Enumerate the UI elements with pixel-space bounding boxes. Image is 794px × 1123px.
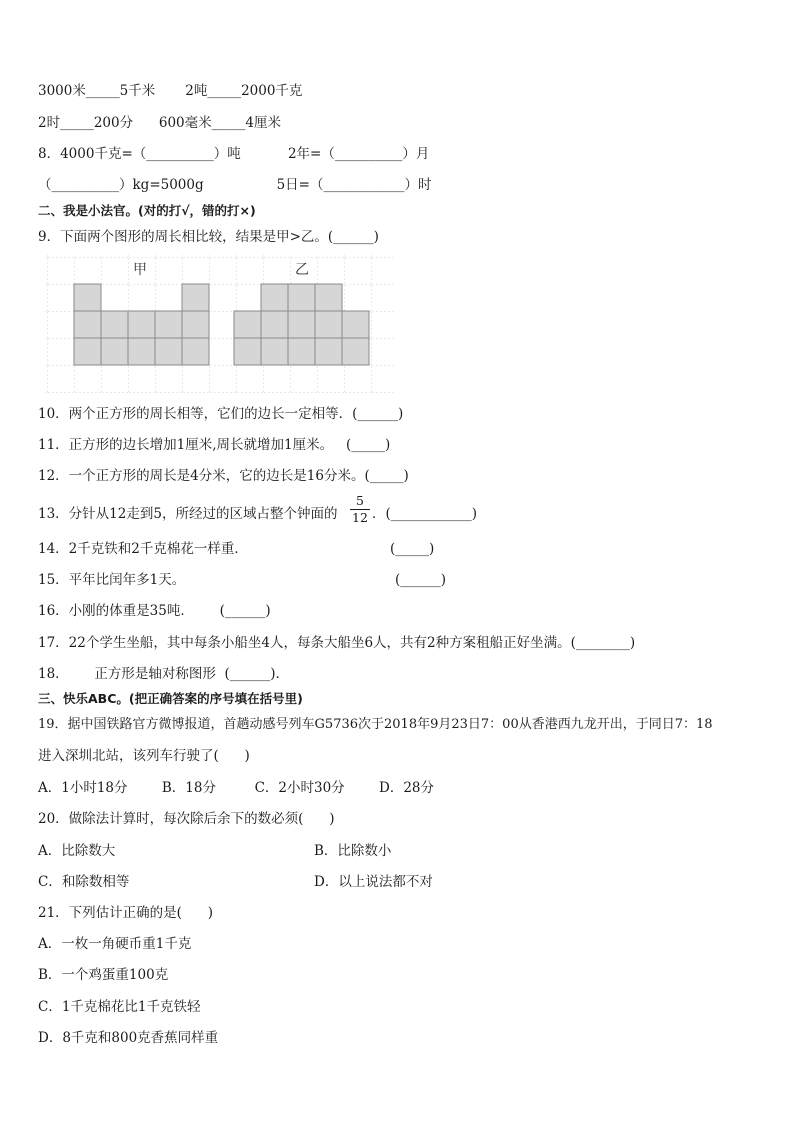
line-conversion-2: 2时_____200分 600毫米_____4厘米: [38, 115, 281, 131]
question-20-option-b: B．比除数小: [314, 843, 392, 859]
question-21-option-c: C．1千克棉花比1千克铁轻: [38, 999, 201, 1015]
question-21-option-a: A．一枚一角硬币重1千克: [38, 936, 192, 952]
question-19: 19．据中国铁路官方微博报道，首趟动感号列车G5736次于2018年9月23日7：00从香港西九龙开出，于同日7：18: [38, 717, 713, 732]
question-20-option-d: D．以上说法都不对: [314, 874, 433, 890]
question-16: 16．小刚的体重是35吨． (______): [38, 603, 271, 619]
question-15: 15．平年比闰年多1天。: [38, 572, 186, 588]
question-9: 9．下面两个图形的周长相比较，结果是甲>乙。(______): [38, 229, 379, 245]
line-conversion-1: 3000米_____5千米 2吨_____2000千克: [38, 83, 303, 99]
question-14: 14．2千克铁和2千克棉花一样重．: [38, 541, 248, 557]
question-17: 17．22个学生坐船，其中每条小船坐4人，每条大船坐6人，共有2种方案租船正好坐满。(________): [38, 635, 636, 651]
question-20-option-c: C．和除数相等: [38, 874, 130, 890]
label-jia: 甲: [133, 262, 147, 278]
question-20: 20．做除法计算时，每次除后余下的数必须( ): [38, 811, 335, 827]
question-13: 13．分针从12走到5，所经过的区域占整个钟面的: [38, 506, 338, 522]
question-20-option-a: A．比除数大: [38, 843, 116, 859]
question-21-option-d: D．8千克和800克香蕉同样重: [38, 1030, 219, 1046]
fraction-numerator: 5: [356, 493, 364, 508]
question-11: 11．正方形的边长增加1厘米,周长就增加1厘米。 (_____): [38, 437, 391, 453]
perimeter-figure: [44, 254, 396, 393]
question-14-blank: (_____): [390, 541, 435, 557]
question-21-option-b: B．一个鸡蛋重100克: [38, 967, 169, 983]
question-8-cont: （__________）kg=5000g 5日=（____________）时: [38, 177, 432, 193]
question-13-blank: ．(____________): [372, 506, 478, 522]
question-19-cont: 进入深圳北站，该列车行驶了( ): [38, 748, 250, 764]
question-19-options: A．1小时18分 B．18分 C．2小时30分 D．28分: [38, 780, 434, 796]
fraction-denominator: 12: [352, 510, 368, 525]
label-yi: 乙: [295, 262, 309, 278]
question-10: 10．两个正方形的周长相等，它们的边长一定相等．(______): [38, 406, 404, 422]
section-2-heading: 二、我是小法官。(对的打√，错的打×): [38, 203, 256, 218]
question-8: 8．4000千克=（__________）吨 2年=（__________）月: [38, 146, 430, 162]
question-18: 18． 正方形是轴对称图形 (______)．: [38, 666, 290, 682]
fraction-5-12: [350, 494, 370, 525]
section-3-heading: 三、快乐ABC。(把正确答案的序号填在括号里): [38, 691, 303, 706]
question-12: 12．一个正方形的周长是4分米，它的边长是16分米。(_____): [38, 468, 409, 484]
question-15-blank: (______): [395, 572, 447, 588]
question-21: 21．下列估计正确的是( ): [38, 905, 213, 921]
